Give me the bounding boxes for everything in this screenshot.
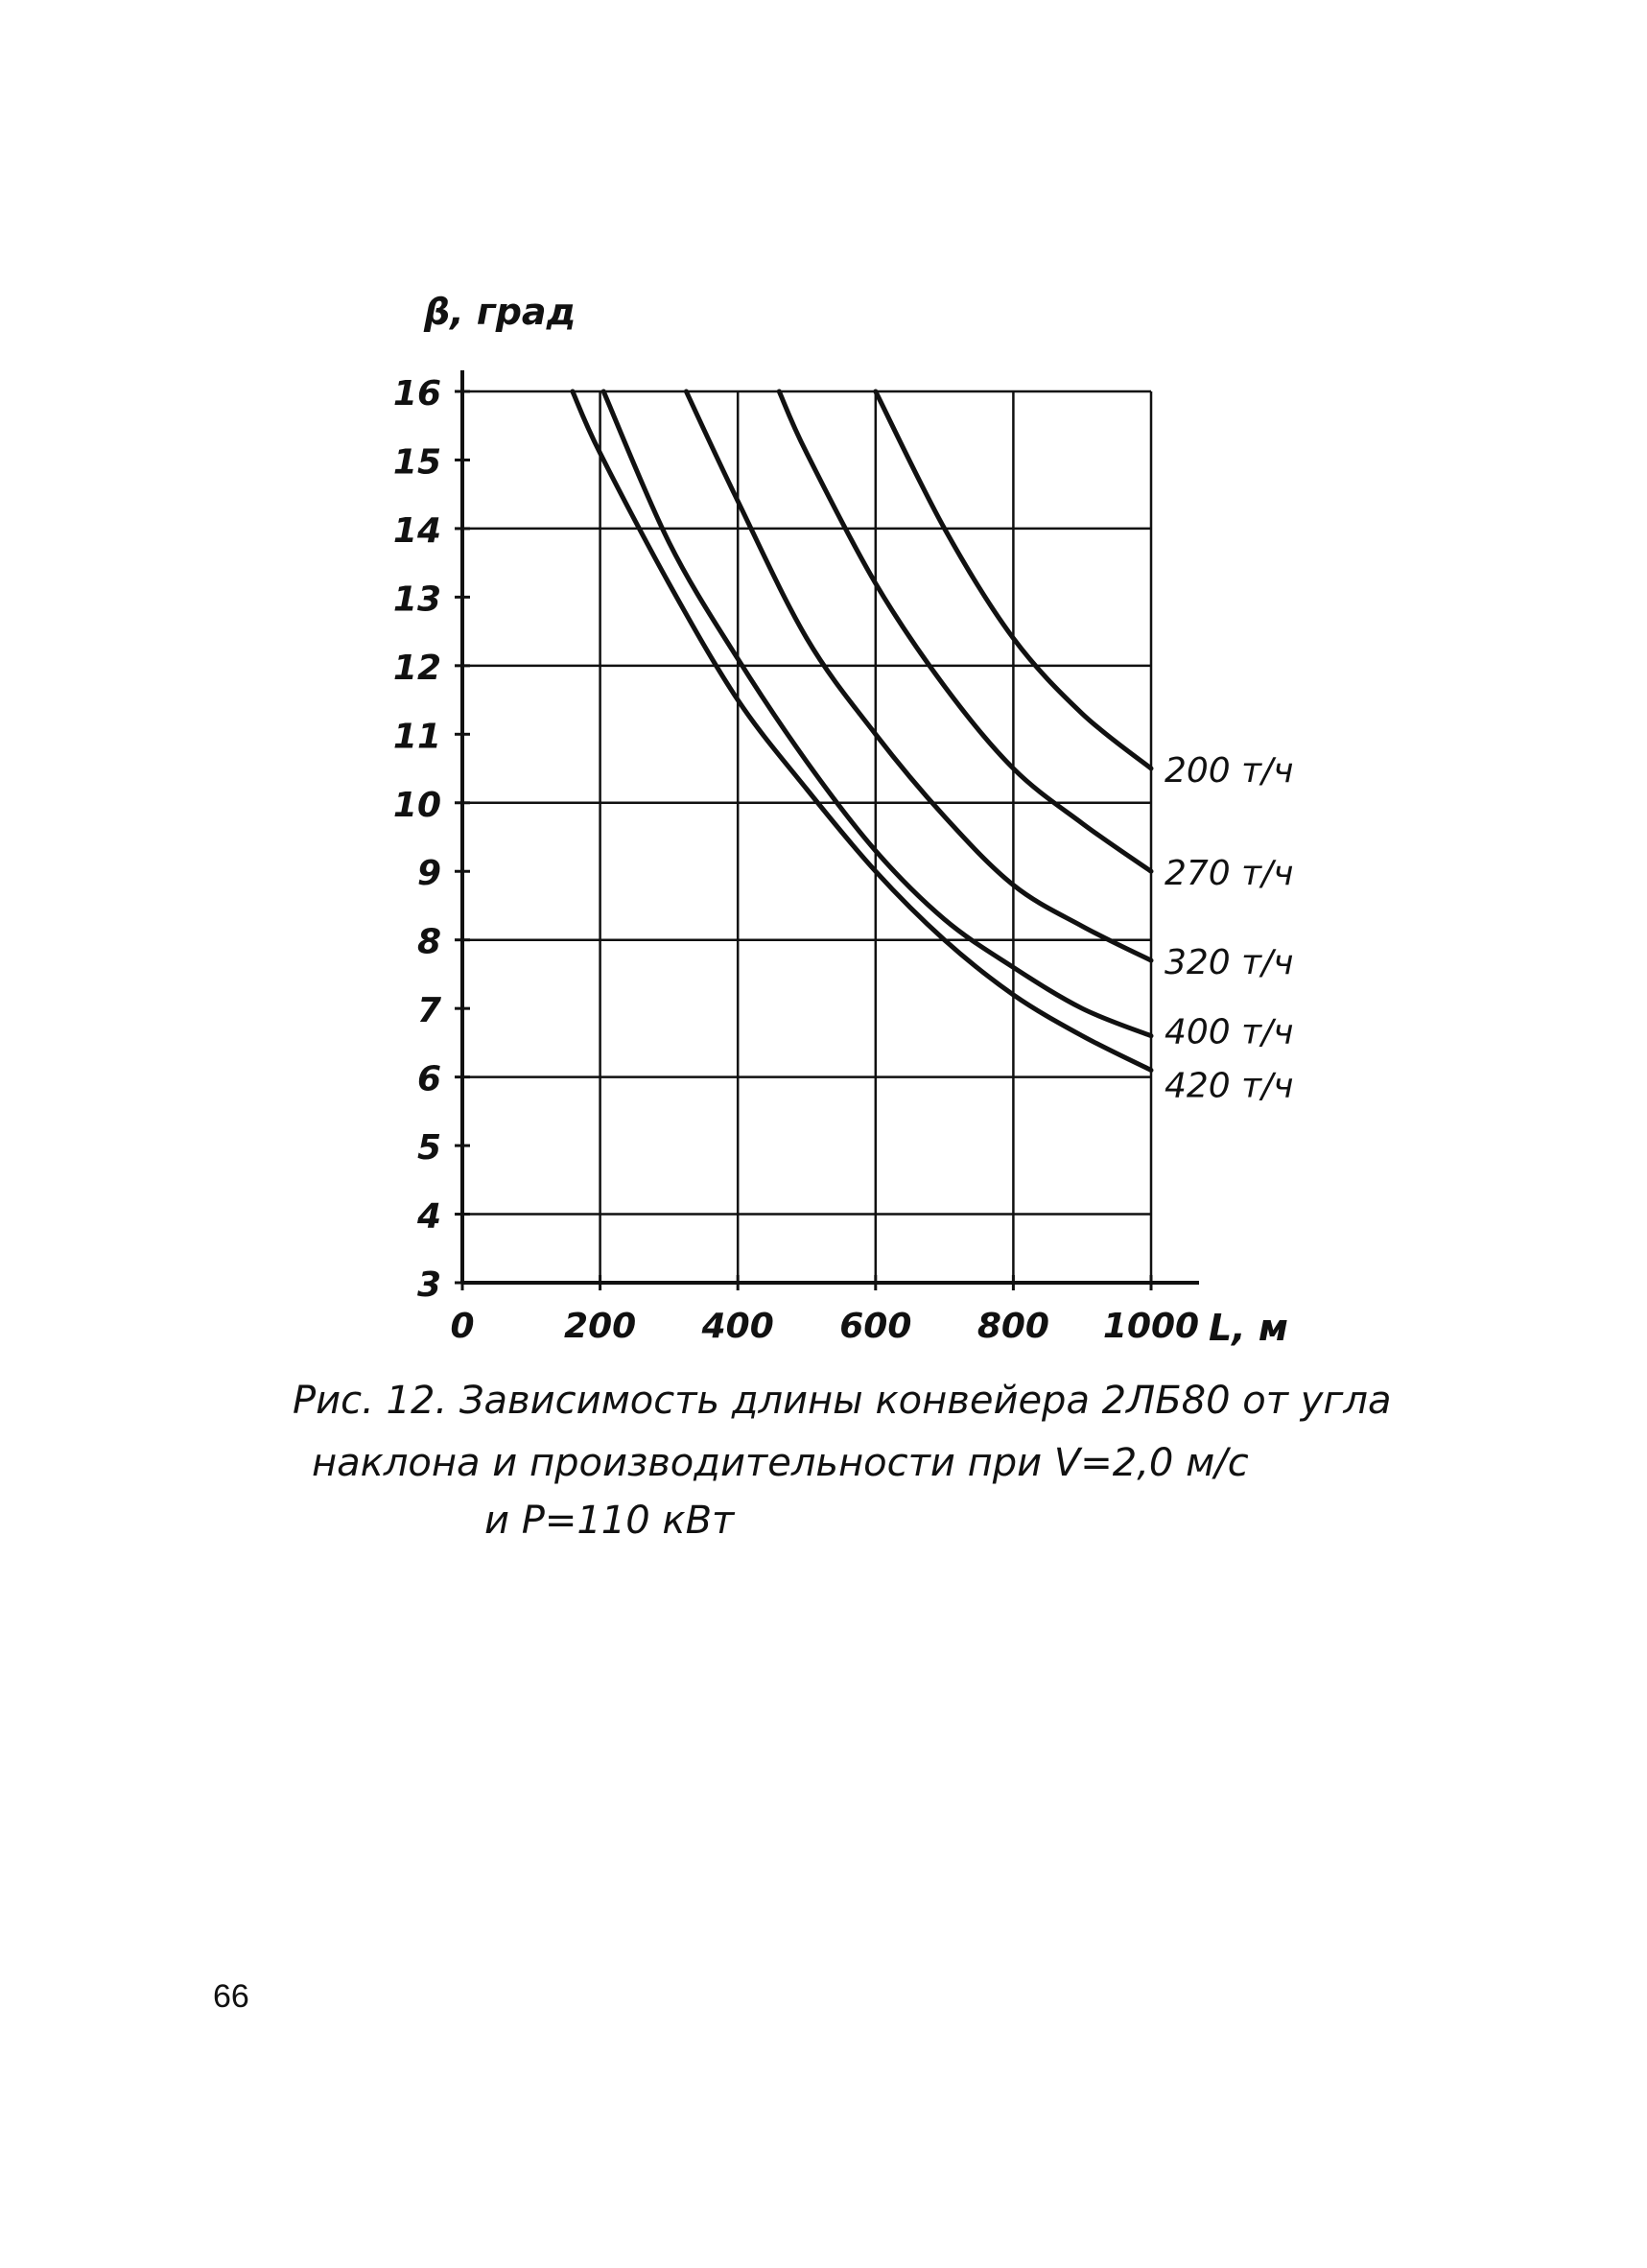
series-label-5: 420 т/ч: [1165, 1066, 1294, 1106]
series-label-4: 400 т/ч: [1165, 1012, 1294, 1052]
figure-caption-line-1: Рис. 12. Зависимость длины конвейера 2ЛБ80 от угла: [293, 1379, 1392, 1423]
labels: [393, 291, 1294, 1349]
y-tick-label-3: 3: [416, 1265, 441, 1305]
y-tick-label-13: 13: [392, 579, 441, 620]
page-number: 66: [213, 1978, 249, 2015]
y-tick-label-14: 14: [392, 510, 441, 551]
x-axis-label: L, м: [1209, 1307, 1288, 1349]
y-axis-label: β, град: [424, 291, 576, 333]
y-tick-label-8: 8: [416, 922, 441, 962]
y-tick-label-9: 9: [416, 854, 441, 894]
grid: [462, 391, 1151, 1283]
y-tick-label-7: 7: [416, 991, 441, 1031]
y-tick-label-6: 6: [416, 1059, 441, 1099]
series-lines: [573, 391, 1151, 1071]
y-tick-label-10: 10: [392, 785, 441, 825]
figure-caption-line-3: и Р=110 кВт: [484, 1499, 735, 1543]
y-tick-label-15: 15: [392, 442, 441, 483]
x-tick-label-200: 200: [564, 1307, 637, 1346]
figure-caption-line-2: наклона и производительности при V=2,0 м/с: [312, 1441, 1249, 1485]
y-tick-label-12: 12: [392, 648, 441, 688]
series-line-5: [573, 391, 1151, 1071]
y-tick-label-16: 16: [392, 374, 441, 413]
x-tick-label-1000: 1000: [1102, 1307, 1200, 1346]
series-label-2: 270 т/ч: [1165, 854, 1294, 894]
series-label-3: 320 т/ч: [1165, 943, 1294, 983]
series-label-1: 200 т/ч: [1165, 751, 1294, 791]
x-tick-label-800: 800: [976, 1307, 1049, 1346]
y-tick-label-11: 11: [392, 717, 441, 757]
x-tick-label-0: 0: [450, 1307, 475, 1346]
y-tick-label-4: 4: [416, 1196, 441, 1237]
x-tick-label-400: 400: [701, 1307, 774, 1346]
x-tick-label-600: 600: [839, 1307, 912, 1346]
axes: [455, 370, 1199, 1290]
y-tick-label-5: 5: [416, 1128, 441, 1169]
